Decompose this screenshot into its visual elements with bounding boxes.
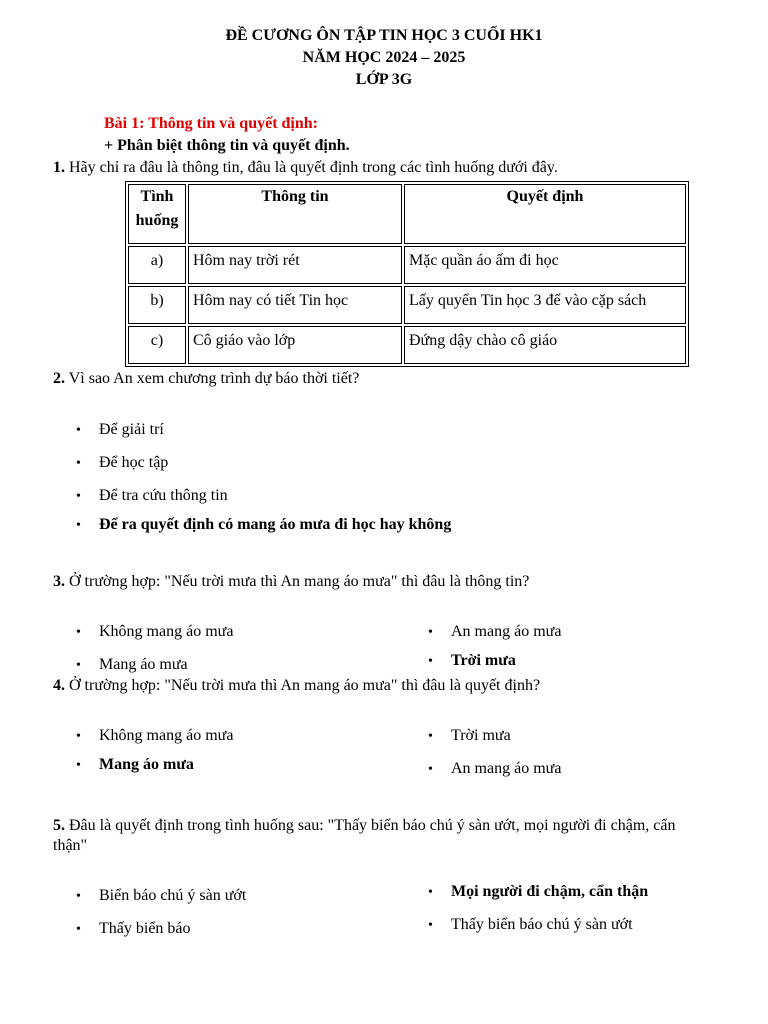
option-item: Thấy biển báo chú ý sàn ướt [451,916,633,933]
table-cell: a) [128,246,186,284]
question-text: Vì sao An xem chương trình dự báo thời tiết? [68,370,360,387]
question-text: Ở trường hợp: "Nếu trời mưa thì An mang áo mưa" thì đâu là thông tin? [69,573,530,590]
option-item: Không mang áo mưa [99,623,234,640]
option-item: Biển báo chú ý sàn ướt [99,887,247,904]
option-item: Để học tập [99,454,169,471]
table-header-row [128,184,686,244]
table-cell: b) [128,286,186,324]
question-number: 4. [53,677,65,694]
question-number: 3. [53,573,65,590]
question-text: Ở trường hợp: "Nếu trời mưa thì An mang áo mưa" thì đâu là quyết định? [69,677,541,694]
bullet-icon: • [76,889,81,904]
option-item-correct: Để ra quyết định có mang áo mưa đi học hay không [99,516,452,533]
table-header-cell: Quyết định [404,184,686,244]
bullet-icon: • [428,654,433,669]
bullet-icon: • [428,918,433,933]
table-row [128,246,686,284]
bullet-icon: • [76,423,81,438]
question-text: Đâu là quyết định trong tình huống sau: "Thấy biển báo chú ý sàn ướt, mọi người đi chậm, cẩn [69,817,676,834]
question-1 [53,159,558,177]
doc-title-line1: ĐỀ CƯƠNG ÔN TẬP TIN HỌC 3 CUỐI HK1 [225,27,543,44]
option-item: Để tra cứu thông tin [99,487,228,504]
bullet-icon: • [428,729,433,744]
option-item: Mang áo mưa [99,656,188,673]
question-3 [53,573,529,591]
table-header-cell: Thông tin [188,184,402,244]
doc-title-line3: LỚP 3G [355,71,413,88]
bullet-icon: • [76,625,81,640]
table-row [128,326,686,364]
bullet-icon: • [76,658,81,673]
bullet-icon: • [76,922,81,937]
table-cell: Cô giáo vào lớp [188,326,402,364]
option-item-correct: Mang áo mưa [99,756,194,773]
bullet-icon: • [428,625,433,640]
option-item: An mang áo mưa [451,760,562,777]
doc-title-line2: NĂM HỌC 2024 – 2025 [302,49,466,66]
table-cell: Mặc quần áo ấm đi học [404,246,686,284]
table-row [128,286,686,324]
table-cell: Đứng dậy chào cô giáo [404,326,686,364]
option-item-correct: Mọi người đi chậm, cẩn thận [451,883,649,900]
question-number: 1. [53,159,65,176]
bullet-icon: • [428,885,433,900]
option-item: Thấy biển báo [99,920,191,937]
option-item: Để giải trí [99,421,164,438]
option-item: Không mang áo mưa [99,727,234,744]
bullet-icon: • [76,489,81,504]
question-text-continued: thận" [53,837,88,854]
question-5 [53,817,675,835]
bullet-icon: • [76,456,81,471]
question-number: 5. [53,817,65,834]
info-decision-table [125,181,689,367]
table-header-cell: Tình huống [128,184,186,244]
option-item: An mang áo mưa [451,623,562,640]
bullet-icon: • [76,758,81,773]
lesson-subtitle: + Phân biệt thông tin và quyết định. [104,137,350,154]
bullet-icon: • [76,729,81,744]
question-2 [53,370,359,388]
table-cell: Lấy quyển Tin học 3 để vào cặp sách [404,286,686,324]
question-4 [53,677,540,695]
question-number: 2. [53,370,65,387]
table-cell: Hôm nay trời rét [188,246,402,284]
option-item-correct: Trời mưa [451,652,516,669]
lesson-title: Bài 1: Thông tin và quyết định: [104,115,318,132]
table-cell: Hôm nay có tiết Tin học [188,286,402,324]
question-text: Hãy chỉ ra đâu là thông tin, đâu là quyết định trong các tình huống dưới đây. [69,159,558,176]
bullet-icon: • [76,518,81,533]
option-item: Trời mưa [451,727,511,744]
bullet-icon: • [428,762,433,777]
table-cell: c) [128,326,186,364]
